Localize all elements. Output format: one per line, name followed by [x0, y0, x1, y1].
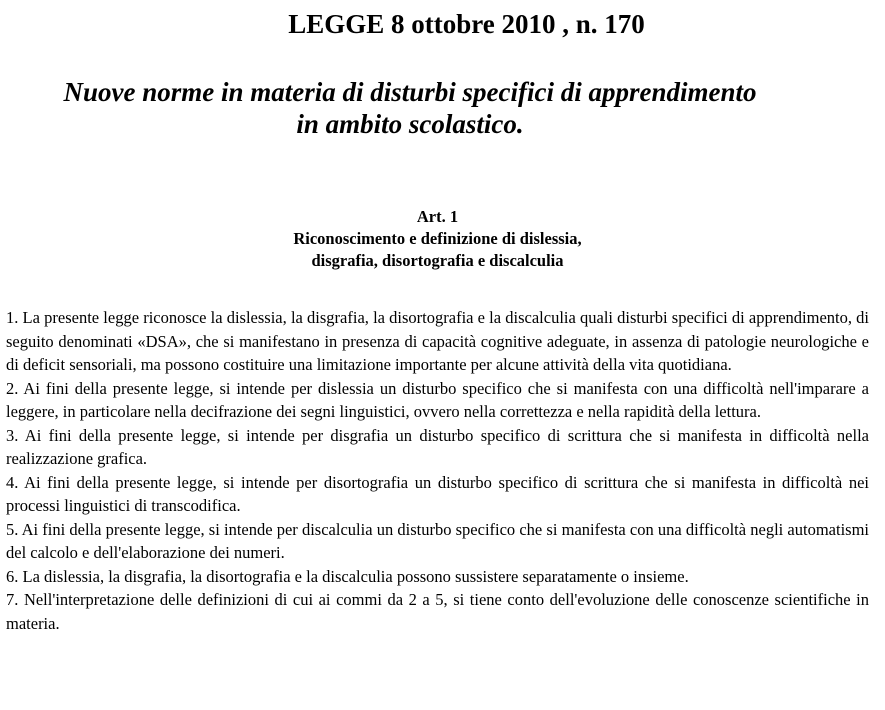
- paragraph-6: 6. La dislessia, la disgrafia, la disortografia e la discalculia possono sussistere separatamente o insieme.: [6, 566, 689, 586]
- subtitle-line-1: Nuove norme in materia di disturbi specifici di apprendimento: [63, 77, 757, 107]
- article-body: [6, 306, 869, 635]
- paragraph-5: 5. Ai fini della presente legge, si intende per discalculia un disturbo specifico che si manifesta con una difficoltà negli automatismi del calcolo e dell'elaborazione dei numeri.: [6, 519, 869, 562]
- article-heading-line-2: disgrafia, disortografia e discalculia: [311, 251, 564, 270]
- subtitle-line-2: in ambito scolastico.: [296, 109, 524, 139]
- article-heading-line-1: Riconoscimento e definizione di dislessia,: [293, 229, 582, 248]
- paragraph-1: 1. La presente legge riconosce la dislessia, la disgrafia, la disortografia e la discalculia quali disturbi specifici di apprendimento, di seguito denominati «DSA», che si manifestano in presenza di capacità cognitive adeguate, in assenza di patologie neurologiche e di deficit sensoriali, ma possono costituire una limitazione importante per alcune attività della vita quotidiana.: [6, 308, 869, 374]
- paragraph-2: 2. Ai fini della presente legge, si intende per dislessia un disturbo specifico che si manifesta con una difficoltà nell'imparare a leggere, in particolare nella decifrazione dei segni linguistici, ovvero nella correttezza e nella rapidità della lettura.: [6, 378, 869, 421]
- paragraph-3: 3. Ai fini della presente legge, si intende per disgrafia un disturbo specifico di scrittura che si manifesta in difficoltà nella realizzazione grafica.: [6, 425, 869, 468]
- law-subtitle: [0, 76, 820, 140]
- law-title-text: LEGGE 8 ottobre 2010 , n. 170: [288, 9, 645, 39]
- law-title: [0, 8, 885, 40]
- article-number: Art. 1: [416, 207, 459, 226]
- paragraph-7: 7. Nell'interpretazione delle definizioni di cui ai commi da 2 a 5, si tiene conto dell'evoluzione delle conoscenze scientifiche in materia.: [6, 590, 869, 633]
- paragraph-4: 4. Ai fini della presente legge, si intende per disortografia un disturbo specifico di scrittura che si manifesta in difficoltà nei processi linguistici di transcodifica.: [6, 472, 869, 515]
- article-heading: [0, 206, 885, 272]
